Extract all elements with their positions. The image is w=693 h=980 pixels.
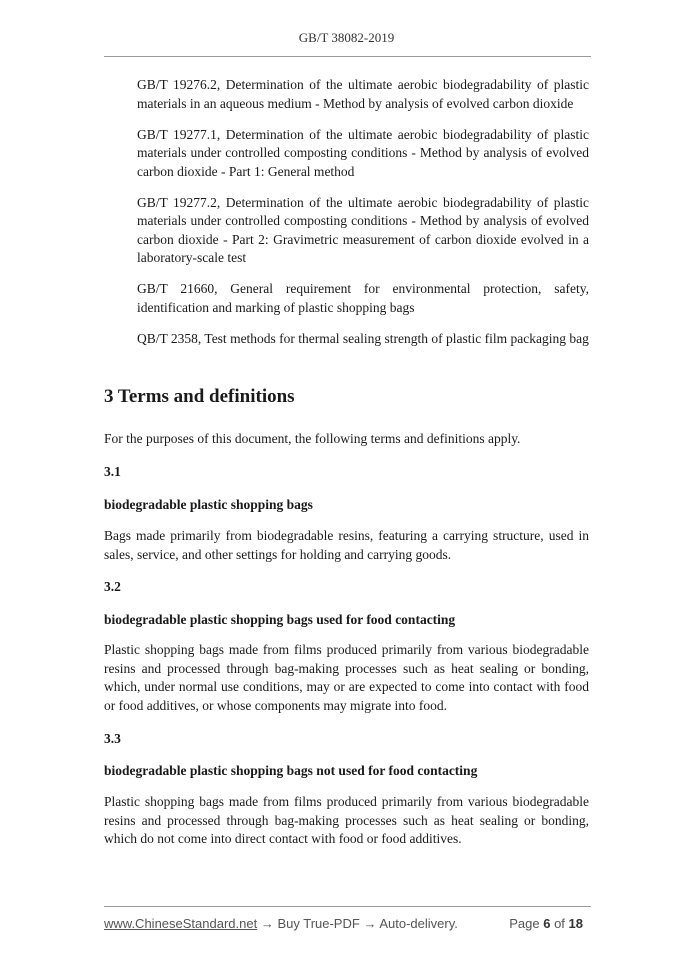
reference-entry: QB/T 2358, Test methods for thermal sealing strength of plastic film packaging bag	[137, 330, 589, 346]
term-definition: Plastic shopping bags made from films produced primarily from various biodegradable resins and processed through bag-making processes such as heat sealing or bonding, which, under normal use conditions, may or are expected to come into contact with food or food additives, or whose components may migrate into food.	[104, 642, 589, 713]
of-label: of	[554, 916, 565, 931]
page-current: 6	[543, 916, 551, 931]
running-header: GB/T 38082-2019	[298, 30, 395, 45]
arrow-right-icon: →	[260, 916, 274, 931]
term-definition: Bags made primarily from biodegradable resins, featuring a carrying structure, used in sales, service, and other settings for holding and carrying goods.	[104, 528, 589, 562]
term-title: biodegradable plastic shopping bags	[104, 497, 313, 512]
section-heading: 3 Terms and definitions	[104, 386, 295, 407]
page-indicator	[509, 916, 583, 931]
footer-divider	[104, 906, 591, 907]
term-number: 3.1	[104, 464, 121, 479]
term-title: biodegradable plastic shopping bags used for food contacting	[104, 612, 456, 627]
term-number: 3.3	[104, 731, 121, 746]
arrow-right-icon: →	[363, 916, 377, 931]
reference-entry: GB/T 19277.1, Determination of the ultimate aerobic biodegradability of plastic materials under controlled composting conditions - Method by analysis of evolved carbon dioxide - Part 1: General method	[137, 126, 589, 179]
reference-entry: GB/T 19276.2, Determination of the ultimate aerobic biodegradability of plastic materials in an aqueous medium - Method by analysis of evolved carbon dioxide	[137, 77, 589, 111]
section-intro: For the purposes of this document, the following terms and definitions apply.	[104, 431, 521, 446]
page-footer	[104, 916, 591, 934]
footer-promo	[104, 916, 458, 931]
normative-references-list	[137, 76, 589, 361]
page-label: Page	[509, 916, 540, 931]
buy-pdf-text: Buy True-PDF	[277, 916, 360, 931]
reference-entry: GB/T 19277.2, Determination of the ultimate aerobic biodegradability of plastic materials under controlled composting conditions - Method by analysis of evolved carbon dioxide - Part 2: Gravimetric measurement of carbon dioxide evolved in a laboratory-scale test	[137, 194, 589, 265]
reference-entry: GB/T 21660, General requirement for environmental protection, safety, identification and marking of plastic shopping bags	[137, 281, 589, 315]
term-title: biodegradable plastic shopping bags not used for food contacting	[104, 763, 478, 778]
site-link[interactable]: www.ChineseStandard.net	[104, 916, 258, 931]
delivery-text: Auto-delivery.	[379, 916, 458, 931]
header-divider	[104, 56, 591, 57]
page-total: 18	[568, 916, 583, 931]
term-number: 3.2	[104, 579, 121, 594]
term-definition: Plastic shopping bags made from films produced primarily from various biodegradable resins and processed through bag-making processes such as heat sealing or bonding, which do not come into direct contact with food or food additives.	[104, 794, 589, 846]
